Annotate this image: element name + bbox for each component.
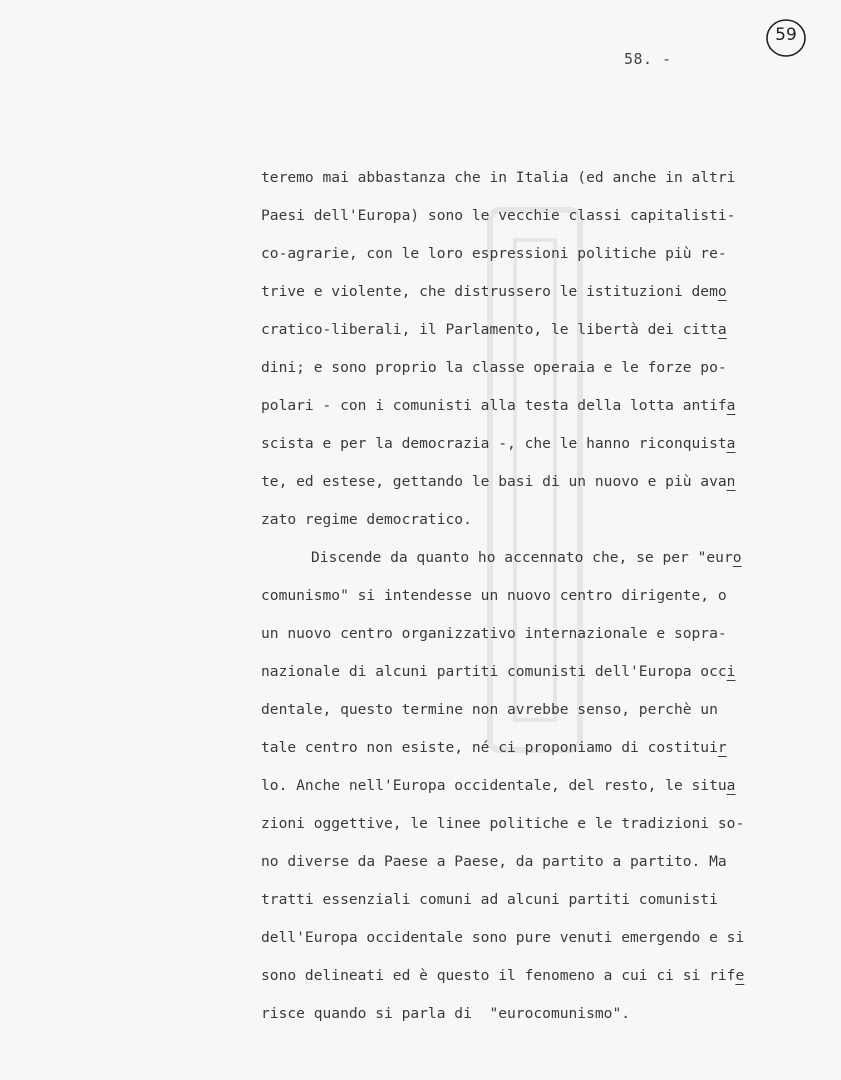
text-line: un nuovo centro organizzativo internazionale e sopra- (261, 625, 727, 642)
text-line: Discende da quanto ho accennato che, se per "euro (311, 549, 742, 566)
text-line: zato regime democratico. (261, 511, 472, 528)
text-line: risce quando si parla di "eurocomunismo". (261, 1005, 631, 1022)
text-line: comunismo" si intendesse un nuovo centro dirigente, o (261, 587, 727, 604)
text-line: Paesi dell'Europa) sono le vecchie classi capitalisti- (261, 207, 736, 224)
text-line: scista e per la democrazia -, che le hanno riconquista (261, 435, 736, 452)
text-line: no diverse da Paese a Paese, da partito a partito. Ma (261, 853, 727, 870)
text-line: co-agrarie, con le loro espressioni politiche più re- (261, 245, 727, 262)
text-line: teremo mai abbastanza che in Italia (ed anche in altri (261, 169, 736, 186)
text-line: nazionale di alcuni partiti comunisti dell'Europa occi (261, 663, 736, 680)
text-line: polari - con i comunisti alla testa della lotta antifa (261, 397, 736, 414)
archive-stamp (764, 16, 808, 60)
text-line: dini; e sono proprio la classe operaia e le forze po- (261, 359, 727, 376)
text-line: sono delineati ed è questo il fenomeno a cui ci si rife (261, 967, 745, 984)
text-line: dell'Europa occidentale sono pure venuti emergendo e si (261, 929, 745, 946)
text-line: tratti essenziali comuni ad alcuni partiti comunisti (261, 891, 718, 908)
text-line: dentale, questo termine non avrebbe senso, perchè un (261, 701, 718, 718)
text-line: tale centro non esiste, né ci proponiamo di costituir (261, 739, 727, 756)
text-line: lo. Anche nell'Europa occidentale, del resto, le situa (261, 777, 736, 794)
stamp-number: 59 (775, 25, 797, 45)
text-line: cratico-liberali, il Parlamento, le libertà dei citta (261, 321, 727, 338)
text-line: trive e violente, che distrussero le istituzioni demo (261, 283, 727, 300)
text-line: te, ed estese, gettando le basi di un nuovo e più avan (261, 473, 736, 490)
page-number: 58. - (624, 50, 672, 68)
text-line: zioni oggettive, le linee politiche e le tradizioni so- (261, 815, 745, 832)
